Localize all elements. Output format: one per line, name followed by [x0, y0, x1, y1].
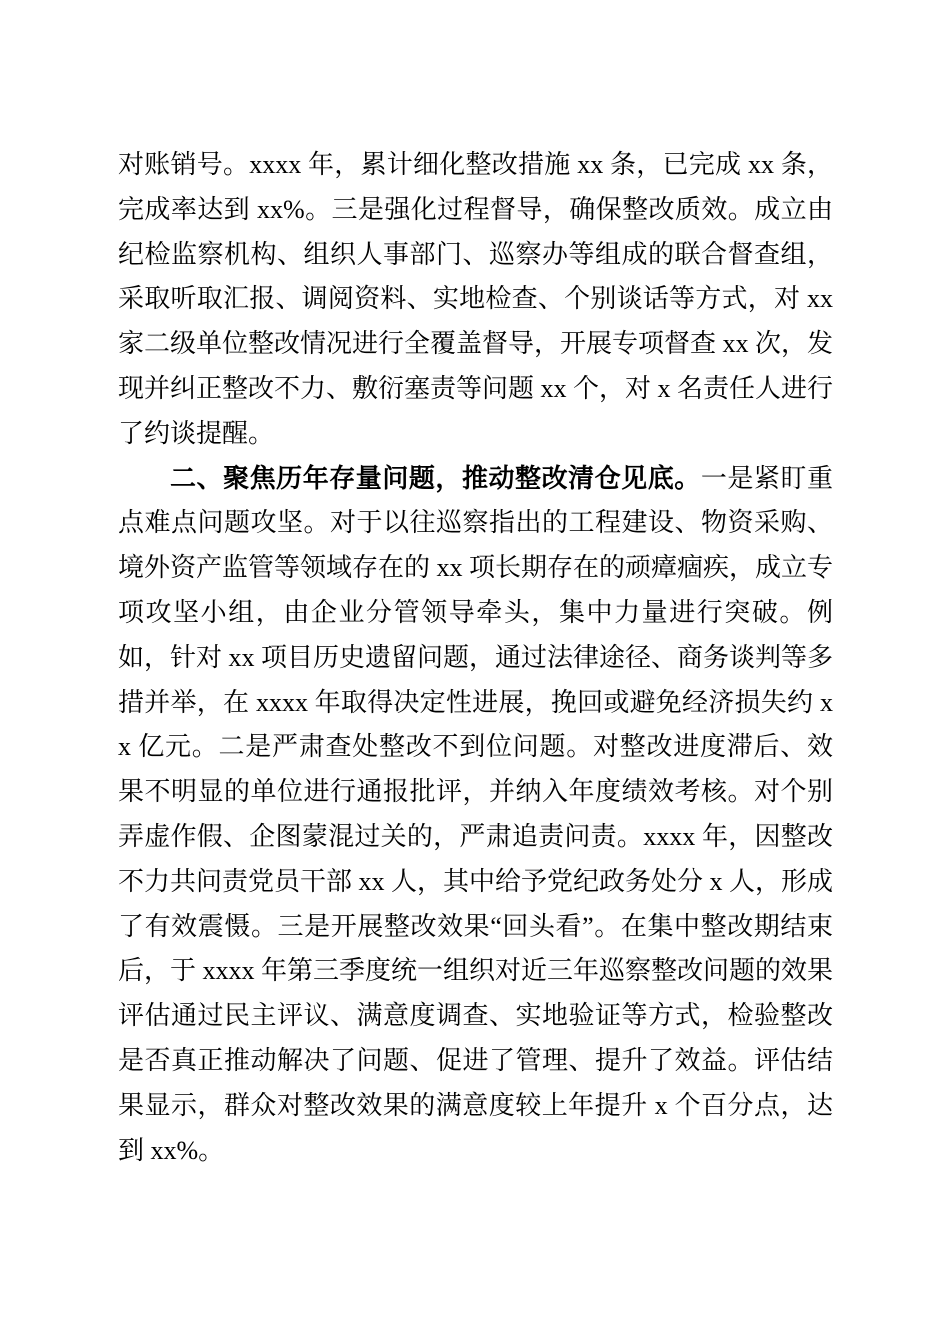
body-text: 对账销号。xxxx 年，累计细化整改措施 xx 条，已完成 xx 条，完成率达到 xx%。三是强化过程督导，确保整改质效。成立由纪检监察机构、组织人事部门、巡察办等组成的联合督查组，采取听取汇报、调阅资料、实地检查、个别谈话等方式，对 xx 家二级单位整改情况进行全覆盖督导，开展专项督查 xx 次，发现并纠正整改不力、敷衍塞责等问题 xx 个，对 x 名责任人进行了约谈提醒。 [118, 150, 834, 448]
section-heading: 二、聚焦历年存量问题，推动整改清仓见底。 [170, 463, 701, 493]
paragraph [118, 457, 833, 1174]
body-text: 一是紧盯重点难点问题攻坚。对于以往巡察指出的工程建设、物资采购、境外资产监管等领域存在的 xx 项长期存在的顽瘴痼疾，成立专项攻坚小组，由企业分管领导牵头，集中力量进行突破。例如，针对 xx 项目历史遗留问题，通过法律途径、商务谈判等多措并举，在 xxxx 年取得决定性进展，挽回或避免经济损失约 xx 亿元。二是严肃查处整改不到位问题。对整改进度滞后、效果不明显的单位进行通报批评，并纳入年度绩效考核。对个别弄虚作假、企图蒙混过关的，严肃追责问责。xxxx 年，因整改不力共问责党员干部 xx 人，其中给予党纪政务处分 x 人，形成了有效震慑。三是开展整改效果“回头看”。在集中整改期结束后，于 xxxx 年第三季度统一组织对近三年巡察整改问题的效果评估通过民主评议、满意度调查、实地验证等方式，检验整改是否真正推动解决了问题、促进了管理、提升了效益。评估结果显示，群众对整改效果的满意度较上年提升 x 个百分点，达到 xx%。 [118, 463, 834, 1165]
document-body [118, 143, 833, 1173]
paragraph [118, 143, 833, 457]
